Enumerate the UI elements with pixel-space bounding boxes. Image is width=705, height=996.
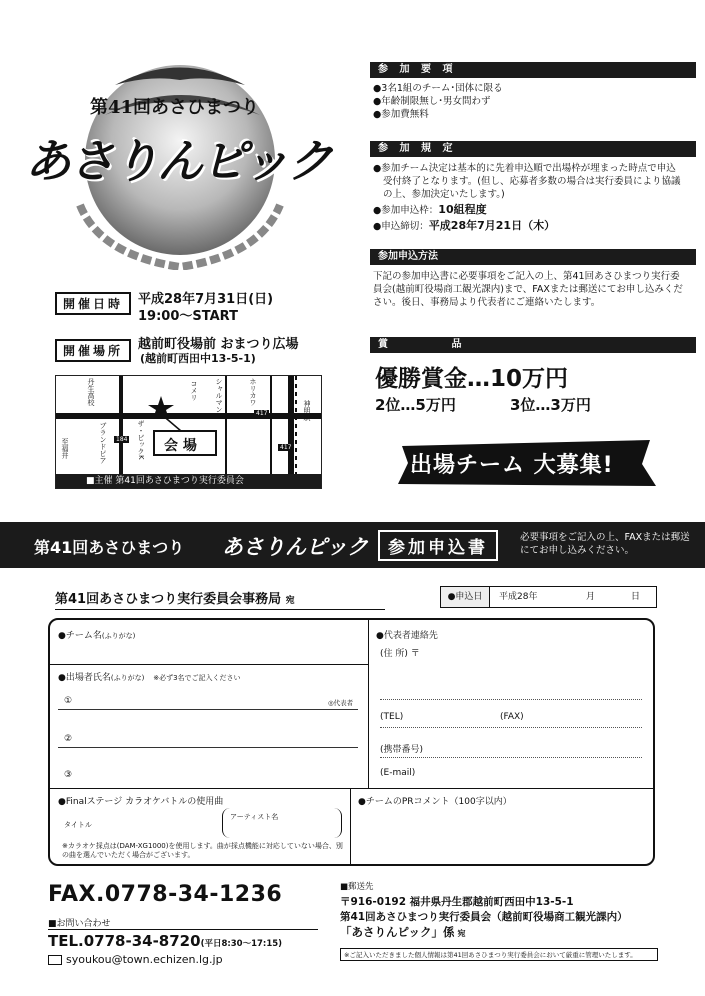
inquiry-label: ■お問い合わせ: [48, 916, 318, 930]
representative-mark: ◎代表者: [328, 699, 354, 707]
tel-field[interactable]: [380, 726, 642, 728]
addressee-text: 第41回あさひまつり実行委員会事務局: [55, 592, 282, 607]
email-label: (E-mail): [380, 768, 416, 778]
map-label-fukui: 至福井: [61, 438, 69, 459]
date-era: 平成28年: [499, 592, 538, 602]
map-label-komeri: コメリ: [190, 380, 198, 401]
map-label-venue: 会 場: [164, 438, 197, 454]
member-2-number: ②: [64, 734, 73, 744]
rules-header: 参 加 規 定: [370, 141, 696, 157]
slots-label: ●参加申込枠：: [373, 205, 439, 216]
logo: [20, 55, 350, 270]
prize-third: 3位…3万円: [510, 396, 591, 414]
members-text: ●出場者氏名: [58, 673, 111, 683]
map-label-horikawa: ホリカワ: [249, 378, 257, 406]
slots-value: 10組程度: [438, 203, 487, 216]
mobile-field[interactable]: [380, 756, 642, 758]
member-2-field[interactable]: [58, 746, 358, 748]
mail-to: [340, 924, 466, 940]
venue-name: 越前町役場前 おまつり広場: [138, 337, 299, 352]
team-name-kana: (ふりがな): [101, 632, 136, 640]
deadline-label: ●申込締切：: [373, 221, 429, 232]
contact-label: ●代表者連絡先: [376, 631, 438, 641]
access-map: [55, 375, 322, 489]
members-kana: (ふりがな): [110, 674, 145, 682]
title-label: タイトル: [64, 821, 92, 829]
prizes-header: 賞 品: [370, 337, 696, 353]
email-text[interactable]: syoukou@town.echizen.lg.jp: [66, 953, 223, 966]
requirements-list: [373, 82, 683, 121]
time-value: 19:00～START: [138, 309, 238, 324]
application-form: [48, 618, 655, 866]
route-badge: 417: [256, 410, 268, 417]
rules-list: [373, 162, 683, 233]
team-name-field[interactable]: [58, 640, 358, 662]
requirement-item: ●参加費無料: [373, 109, 429, 120]
member-3-number: ③: [64, 770, 73, 780]
map-label-brandpia: ブランドピア: [99, 422, 107, 464]
pr-label: ●チームのPRコメント（100字以内）: [358, 797, 512, 807]
address-field[interactable]: [380, 698, 642, 700]
fax-number: FAX.0778-34-1236: [48, 882, 283, 907]
rule-item: ●参加チーム決定は基本的に先着申込順で出場枠が埋まった時点で申込受付終了となります。(但し、応募者多数の場合は実行委員により協議の上、参加決定いたします。): [373, 163, 681, 200]
team-name-text: ●チーム名: [58, 631, 102, 641]
date-month: 月: [586, 592, 596, 602]
song-note: ※カラオケ採点は(DAM-XG1000)を使用します。曲が採点機能に対応していない場合、別の曲を選んでいただく場合がございます。: [62, 842, 343, 859]
email-line: [48, 953, 223, 966]
logo-edition: 第41回あさひまつり: [90, 97, 260, 118]
mail-address: 〒916-0192 福井県丹生郡越前町西田中13-5-1: [340, 896, 574, 908]
form-header-edition: 第41回あさひまつり: [34, 538, 185, 557]
map-label-bigk: ザ・ビックK: [137, 420, 145, 460]
privacy-note: ※ご記入いただきました個人情報は第41回あさひまつり実行委員会において厳重に管理いたします。: [340, 948, 658, 961]
artist-label: アーティスト名: [230, 813, 279, 821]
banner-text: 出場チーム 大募集!: [410, 453, 614, 478]
form-header-name: 参加申込書: [378, 530, 498, 561]
mobile-label: (携帯番号): [380, 745, 424, 755]
form-header-band: [0, 522, 705, 568]
route-badge: 184: [116, 436, 128, 443]
mail-org: 第41回あさひまつり実行委員会（越前町役場商工観光課内）: [340, 911, 628, 923]
member-1-number: ①: [64, 696, 73, 706]
form-header-note: 必要事項をご記入の上、FAXまたは郵送にてお申し込みください。: [520, 532, 690, 556]
logo-title: あさりんピック: [25, 134, 332, 188]
address-label: (住 所) 〒: [380, 649, 420, 659]
map-label-charmant: シャルマン: [215, 378, 223, 413]
prize-second: 2位…5万円: [375, 396, 456, 414]
map-label-school: 丹生高校: [87, 378, 95, 406]
tel-hours: (平日8:30～17:15): [200, 939, 283, 949]
mail-to-suffix: 宛: [457, 929, 466, 938]
requirement-item: ●年齢制限無し･男女問わず: [373, 96, 491, 107]
date-label: 開催日時: [55, 292, 131, 315]
fax-label: (FAX): [500, 712, 524, 722]
requirements-header: 参 加 要 項: [370, 62, 696, 78]
date-value: 平成28年7月31日(日): [138, 292, 274, 307]
application-date-box: [440, 586, 657, 608]
mail-icon: [48, 955, 62, 965]
date-day: 日: [631, 592, 641, 602]
members-note: ※必ず3名でご記入ください: [153, 674, 241, 682]
member-1-field[interactable]: [58, 708, 358, 710]
method-text: 下記の参加申込書に必要事項をご記入の上、第41回あさひまつり実行委員会(越前町役場商工観光課内)まで、FAXまたは郵送にてお申し込みください。後日、事務局より代表者にご連絡いたします。: [373, 271, 683, 308]
deadline-value: 平成28年7月21日（木）: [428, 219, 556, 232]
venue-label: 開催場所: [55, 339, 131, 362]
mail-label: ■郵送先: [340, 882, 374, 892]
map-organizer: ■主催 第41回あさひまつり実行委員会: [56, 474, 321, 488]
form-header-title: あさりんピック: [222, 535, 369, 559]
tel-label: (TEL): [380, 712, 404, 722]
prize-first: 優勝賞金…10万円: [375, 366, 569, 392]
tel-text: TEL.0778-34-8720: [48, 932, 201, 950]
song-label: ●Finalステージ カラオケバトルの使用曲: [58, 797, 224, 807]
method-header: 参加申込方法: [370, 249, 696, 265]
addressee-suffix: 宛: [285, 596, 295, 606]
venue-address: (越前町西田中13-5-1): [140, 352, 256, 365]
artist-field[interactable]: [222, 808, 342, 838]
mail-to-text: 「あさりんピック」係: [340, 925, 455, 939]
tel-number: [48, 932, 282, 950]
requirement-item: ●3名1組のチーム･団体に限る: [373, 83, 503, 94]
pr-field[interactable]: [358, 808, 646, 862]
route-badge: 417: [280, 444, 292, 451]
recruit-banner: [392, 438, 660, 488]
members-label: [58, 670, 241, 683]
date-label: ●申込日: [441, 587, 490, 607]
map-label-station: 神明駅: [303, 400, 311, 421]
form-addressee: [55, 588, 385, 610]
